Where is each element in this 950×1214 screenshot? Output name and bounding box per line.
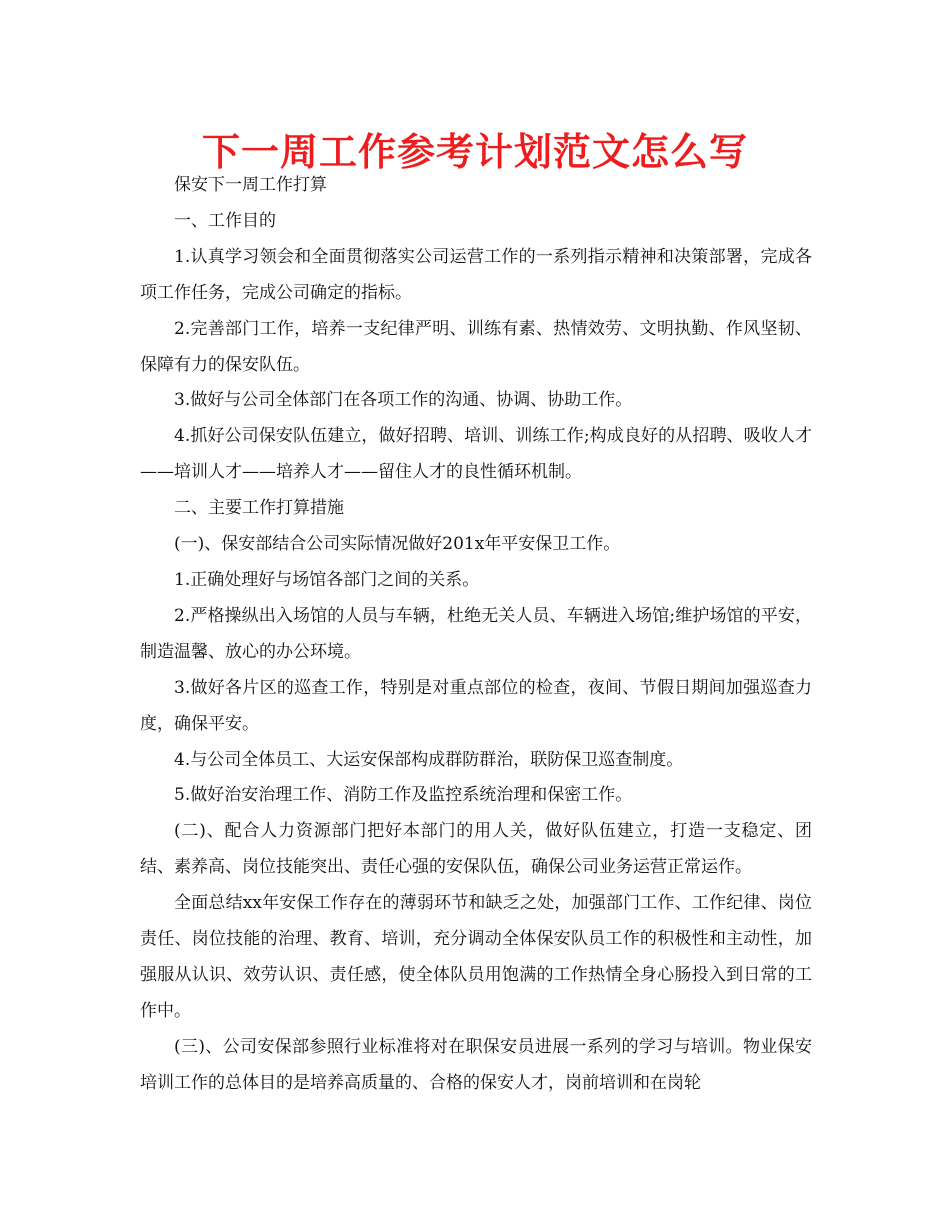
section-heading: 二、主要工作打算措施 (174, 498, 344, 519)
paragraph: 2.严格操纵出入场馆的人员与车辆，杜绝无关人员、车辆进入场馆;维护场馆的平安，制造温馨、放心的办公环境。 (140, 605, 812, 662)
paragraph: 5.做好治安治理工作、消防工作及监控系统治理和保密工作。 (174, 785, 633, 806)
paragraph: 全面总结xx年安保工作存在的薄弱环节和缺乏之处，加强部门工作、工作纪律、岗位责任、岗位技能的治理、教育、培训，充分调动全体保安队员工作的积极性和主动性，加强服从认识、效劳认识、责任感，使全体队员用饱满的工作热情全身心肠投入到日常的工作中。 (140, 893, 812, 1021)
paragraph: 保安下一周工作打算 (174, 175, 327, 195)
paragraph: 4.与公司全体员工、大运安保部构成群防群治，联防保卫巡查制度。 (174, 749, 684, 770)
section-heading: 一、工作目的 (174, 210, 276, 231)
paragraph: 4.抓好公司保安队伍建立，做好招聘、培训、训练工作;构成良好的从招聘、吸收人才——培训人才——培养人才——留住人才的良性循环机制。 (140, 426, 812, 483)
paragraph: 2.完善部门工作，培养一支纪律严明、训练有素、热情效劳、文明执勤、作风坚韧、保障有力的保安队伍。 (140, 318, 812, 375)
document-title: 下一周工作参考计划范文怎么写 (201, 130, 748, 174)
paragraph: (三)、公司安保部参照行业标准将对在职保安员进展一系列的学习与培训。物业保安培训工作的总体目的是培养高质量的、合格的保安人才，岗前培训和在岗轮 (140, 1036, 812, 1093)
paragraph: (一)、保安部结合公司实际情况做好201x年平安保卫工作。 (174, 534, 621, 555)
document-body (140, 168, 812, 1102)
paragraph: 3.做好各片区的巡查工作，特别是对重点部位的检查，夜间、节假日期间加强巡查力度，确保平安。 (140, 677, 812, 734)
paragraph: 1.认真学习领会和全面贯彻落实公司运营工作的一系列指示精神和决策部署，完成各项工作任务，完成公司确定的指标。 (140, 246, 812, 303)
paragraph: 1.正确处理好与场馆各部门之间的关系。 (174, 569, 480, 590)
paragraph: (二)、配合人力资源部门把好本部门的用人关，做好队伍建立，打造一支稳定、团结、素养高、岗位技能突出、责任心强的安保队伍，确保公司业务运营正常运作。 (140, 821, 812, 878)
paragraph: 3.做好与公司全体部门在各项工作的沟通、协调、协助工作。 (174, 390, 633, 411)
